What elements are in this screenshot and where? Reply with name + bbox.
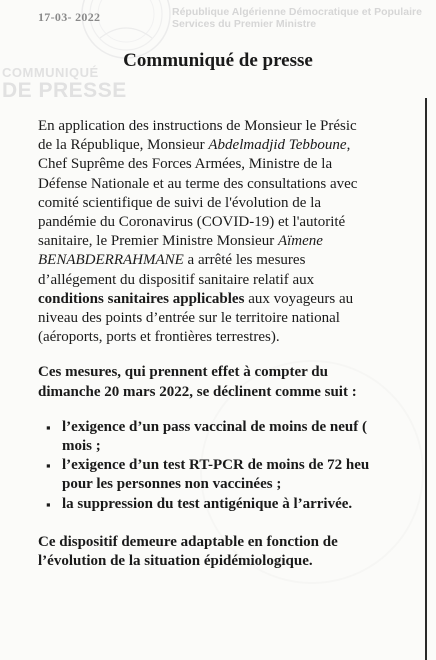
text-line: niveau des points d’entrée sur le territoire national (38, 310, 340, 327)
services-line: Services du Premier Ministre (172, 18, 317, 30)
text-line: pandémie du Coronavirus (COVID-19) et l'autorité (38, 214, 346, 231)
text-line: dimanche 20 mars 2022, se déclinent comme suit : (38, 383, 357, 400)
text-line: (aéroports, ports et frontières terrestres). (38, 329, 280, 346)
press-date: 17-03- 2022 (38, 10, 101, 24)
paragraph-intro (38, 117, 425, 347)
prime-minister-last-name: BENABDERRAHMANE (38, 252, 184, 269)
text-line: de la République, Monsieur Abdelmadjid Tebboune, (38, 137, 351, 154)
paragraph-measures (38, 363, 425, 401)
text-line: sanitaire, le Premier Ministre Monsieur Aïmene (38, 233, 323, 250)
list-item: ▪ la suppression du test antigénique à l’arrivée. (38, 495, 425, 514)
text-line: l’évolution de la situation épidémiologique. (38, 553, 313, 570)
text-line: Ce dispositif demeure adaptable en fonction de (38, 533, 338, 550)
text-line: d’allégement du dispositif sanitaire relatif aux (38, 271, 315, 288)
text-line: BENABDERRAHMANE a arrêté les mesures (38, 252, 306, 269)
list-item: ▪ l’exigence d’un test RT-PCR de moins de 72 heu pour les personnes non vaccinées ; (46, 457, 370, 493)
text-line: Défense Nationale et au terme des consultations avec (38, 175, 358, 192)
paragraph-closing (38, 533, 425, 571)
logo-line-1: COMMUNIQUÉ (2, 65, 99, 80)
bullet-icon: ▪ (46, 419, 51, 435)
press-body (38, 117, 425, 660)
text-line: Ces mesures, qui prennent effet à compter du (38, 364, 328, 381)
bullet-icon: ▪ (46, 496, 51, 512)
republic-line: République Algérienne Démocratique et Populaire (172, 6, 422, 18)
page-edge-line (425, 98, 427, 660)
text-line: Chef Suprême des Forces Armées, Ministre de la (38, 156, 333, 173)
measures-list (38, 418, 425, 514)
text-line: comité scientifique de suivi de l'évolution de la (38, 194, 322, 211)
institution-name (172, 6, 422, 30)
header-bar (0, 0, 436, 36)
emphasis-conditions: conditions sanitaires applicables (38, 290, 245, 307)
president-name: Abdelmadjid Tebboune (208, 137, 347, 154)
prime-minister-first-name: Aïmene (277, 233, 323, 250)
bullet-icon: ▪ (46, 458, 51, 474)
list-item: ▪ l’exigence d’un pass vaccinal de moins de neuf ( mois ; (46, 418, 368, 455)
text-line: En application des instructions de Monsieur le Présic (38, 118, 357, 134)
text-line: conditions sanitaires applicables aux voyageurs au (38, 290, 354, 307)
document-title: Communiqué de presse (123, 50, 313, 71)
logo-line-2: DE PRESSE (2, 79, 127, 102)
